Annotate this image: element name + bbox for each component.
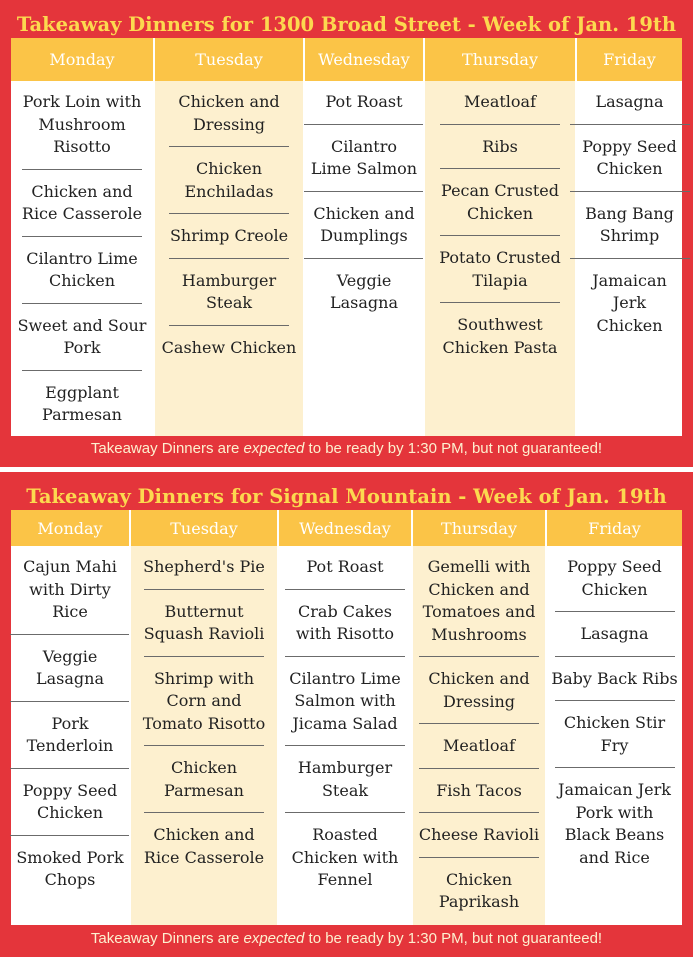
dish-item: Smoked Pork Chops: [11, 835, 129, 902]
dish-item: Cilantro Lime Chicken: [11, 236, 153, 303]
dish-list: [577, 81, 682, 347]
dish-list: [305, 81, 423, 325]
dish-item: Chicken and Dumplings: [305, 191, 423, 258]
day-header: Tuesday: [131, 510, 277, 546]
dish-item: Sweet and Sour Pork: [11, 303, 153, 370]
menu-title: Takeaway Dinners for 1300 Broad Street - Week of Jan. 19th: [16, 13, 677, 36]
dish-item: Eggplant Parmesan: [11, 370, 153, 437]
menu-broad-street: [0, 0, 693, 467]
day-header: Tuesday: [155, 38, 303, 81]
dish-item: Cashew Chicken: [155, 325, 303, 370]
dish-item: Pork Loin with Mushroom Risotto: [22, 92, 142, 156]
dish-item: Lasagna: [595, 92, 664, 111]
day-header: Wednesday: [279, 510, 411, 546]
menu-title: Takeaway Dinners for Signal Mountain - Week of Jan. 19th: [26, 485, 667, 508]
day-header: Friday: [547, 510, 682, 546]
dish-item: Pot Roast: [325, 92, 403, 111]
dish-item: Fish Tacos: [413, 768, 545, 813]
dish-list: [547, 546, 682, 879]
dish-item: Ribs: [425, 124, 575, 169]
dish-item: Chicken Stir Fry: [547, 700, 682, 767]
day-column-monday: [11, 38, 153, 436]
day-header: Wednesday: [305, 38, 423, 81]
dish-item: Veggie Lasagna: [11, 634, 129, 701]
dish-list: [279, 546, 411, 902]
dish-item: Meatloaf: [463, 92, 537, 111]
dish-list: [131, 546, 277, 879]
dish-item: Chicken Parmesan: [131, 745, 277, 812]
day-column-friday: [545, 510, 682, 925]
dish-list: [155, 81, 303, 369]
dish-item: Hamburger Steak: [279, 745, 411, 812]
dish-item: Chicken Enchiladas: [155, 146, 303, 213]
day-column-wednesday: [303, 38, 423, 436]
day-header: Thursday: [413, 510, 545, 546]
day-column-tuesday: [153, 38, 303, 436]
day-column-monday: [11, 510, 129, 925]
day-column-wednesday: [277, 510, 411, 925]
dish-item: Chicken and Rice Casserole: [131, 812, 277, 879]
day-header: Friday: [577, 38, 682, 81]
dish-item: Chicken Paprikash: [413, 857, 545, 924]
day-column-thursday: [411, 510, 545, 925]
dish-item: Pot Roast: [306, 557, 384, 576]
dish-item: Shrimp Creole: [155, 213, 303, 258]
dish-item: Chicken and Dressing: [413, 656, 545, 723]
dish-item: Jamaican Jerk Pork with Black Beans and Rice: [547, 767, 682, 879]
dish-item: Jamaican Jerk Chicken: [577, 258, 682, 348]
dish-item: Southwest Chicken Pasta: [425, 302, 575, 369]
dish-item: Hamburger Steak: [155, 258, 303, 325]
dish-item: Butternut Squash Ravioli: [131, 589, 277, 656]
dish-item: Cilantro Lime Salmon with Jicama Salad: [279, 656, 411, 746]
dish-item: Gemelli with Chicken and Tomatoes and Mushrooms: [422, 557, 536, 644]
day-column-thursday: [423, 38, 575, 436]
dish-item: Veggie Lasagna: [305, 258, 423, 325]
dish-item: Poppy Seed Chicken: [567, 557, 662, 599]
dish-item: Chicken and Rice Casserole: [11, 169, 153, 236]
dish-item: Cheese Ravioli: [413, 812, 545, 857]
dish-item: Meatloaf: [413, 723, 545, 768]
dish-item: Lasagna: [547, 611, 682, 656]
dish-item: Cilantro Lime Salmon: [305, 124, 423, 191]
dish-list: [413, 546, 545, 924]
day-header: Thursday: [425, 38, 575, 81]
ready-time-note: Takeaway Dinners are expected to be ready by 1:30 PM, but not guaranteed!: [90, 440, 603, 457]
dish-item: Shepherd's Pie: [143, 557, 265, 576]
day-column-friday: [575, 38, 682, 436]
dish-item: Chicken and Dressing: [178, 92, 280, 134]
dish-item: Baby Back Ribs: [547, 656, 682, 701]
day-header: Monday: [11, 38, 153, 81]
dish-item: Roasted Chicken with Fennel: [279, 812, 411, 902]
menu-grid: [11, 510, 682, 925]
menu-grid: [11, 38, 682, 436]
day-column-tuesday: [129, 510, 277, 925]
dish-item: Poppy Seed Chicken: [11, 768, 129, 835]
dish-item: Potato Crusted Tilapia: [425, 235, 575, 302]
dish-item: Shrimp with Corn and Tomato Risotto: [131, 656, 277, 746]
dish-list: [425, 81, 575, 369]
dish-item: Poppy Seed Chicken: [577, 124, 682, 191]
dish-item: Cajun Mahi with Dirty Rice: [23, 557, 117, 621]
dish-item: Pork Tenderloin: [11, 701, 129, 768]
dish-item: Crab Cakes with Risotto: [279, 589, 411, 656]
menu-signal-mountain: [0, 472, 693, 957]
dish-list: [11, 546, 129, 902]
dish-list: [11, 81, 153, 437]
day-header: Monday: [11, 510, 129, 546]
dish-item: Pecan Crusted Chicken: [425, 168, 575, 235]
ready-time-note: Takeaway Dinners are expected to be ready by 1:30 PM, but not guaranteed!: [90, 930, 603, 947]
dish-item: Bang Bang Shrimp: [577, 191, 682, 258]
